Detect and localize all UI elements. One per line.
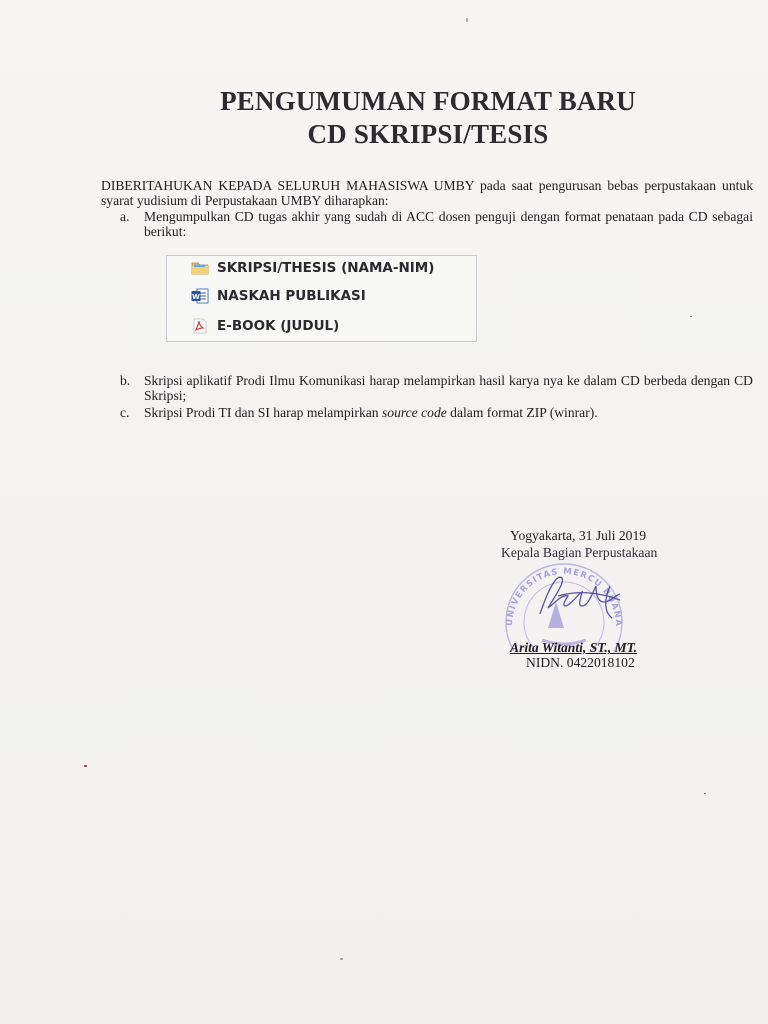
list-marker: a. (120, 209, 130, 224)
list-item-text (144, 405, 753, 420)
scan-speck (340, 958, 343, 960)
signer-name: Arita Witanti, ST., MT. (510, 640, 638, 655)
italic-term: source code (381, 405, 447, 420)
text-segment: Skripsi Prodi TI dan SI harap melampirkan (144, 405, 382, 420)
folder-row-skripsi (191, 257, 434, 279)
svg-text:UNIVERSITAS MERCU BUANA YOGYAK: UNIVERSITAS MERCU BUANA (504, 566, 624, 628)
svg-text:W: W (192, 293, 200, 301)
folder-row-ebook (191, 315, 339, 337)
scan-speck (690, 316, 692, 317)
list-item-text: Mengumpulkan CD tugas akhir yang sudah di ACC dosen penguji dengan format penataan pada CD sebagai berikut: (144, 209, 753, 239)
signer-position: Kepala Bagian Perpustakaan (501, 545, 658, 560)
library-stamp (498, 556, 678, 651)
list-marker: b. (120, 373, 131, 388)
text-segment: dalam format ZIP (winrar). (446, 405, 598, 420)
folder-row-label: E-BOOK (JUDUL) (217, 318, 340, 334)
document-title-line2: CD SKRIPSI/TESIS (307, 119, 549, 149)
signer-nidn: NIDN. 0422018102 (526, 655, 635, 670)
scan-speck (466, 18, 468, 22)
intro-paragraph: DIBERITAHUKAN KEPADA SELURUH MAHASISWA UMBY pada saat pengurusan bebas perpustakaan untuk syarat yudisium di Perpustakaan UMBY diharapkan: (101, 178, 753, 208)
pdf-icon (191, 318, 209, 334)
folder-listing (166, 255, 477, 342)
folder-icon (191, 260, 209, 276)
folder-row-label: NASKAH PUBLIKASI (217, 288, 366, 304)
word-doc-icon (191, 288, 209, 304)
folder-row-label: SKRIPSI/THESIS (NAMA-NIM) (217, 260, 435, 276)
list-item-text: Skripsi aplikatif Prodi Ilmu Komunikasi harap melampirkan hasil karya nya ke dalam CD berbeda dengan CD Skripsi; (144, 373, 753, 403)
list-marker: c. (120, 405, 130, 420)
document-title-line1: PENGUMUMAN FORMAT BARU (220, 86, 636, 116)
scan-speck (704, 793, 706, 794)
folder-row-naskah (191, 285, 366, 307)
place-date: Yogyakarta, 31 Juli 2019 (510, 528, 647, 543)
scan-speck (84, 765, 87, 767)
